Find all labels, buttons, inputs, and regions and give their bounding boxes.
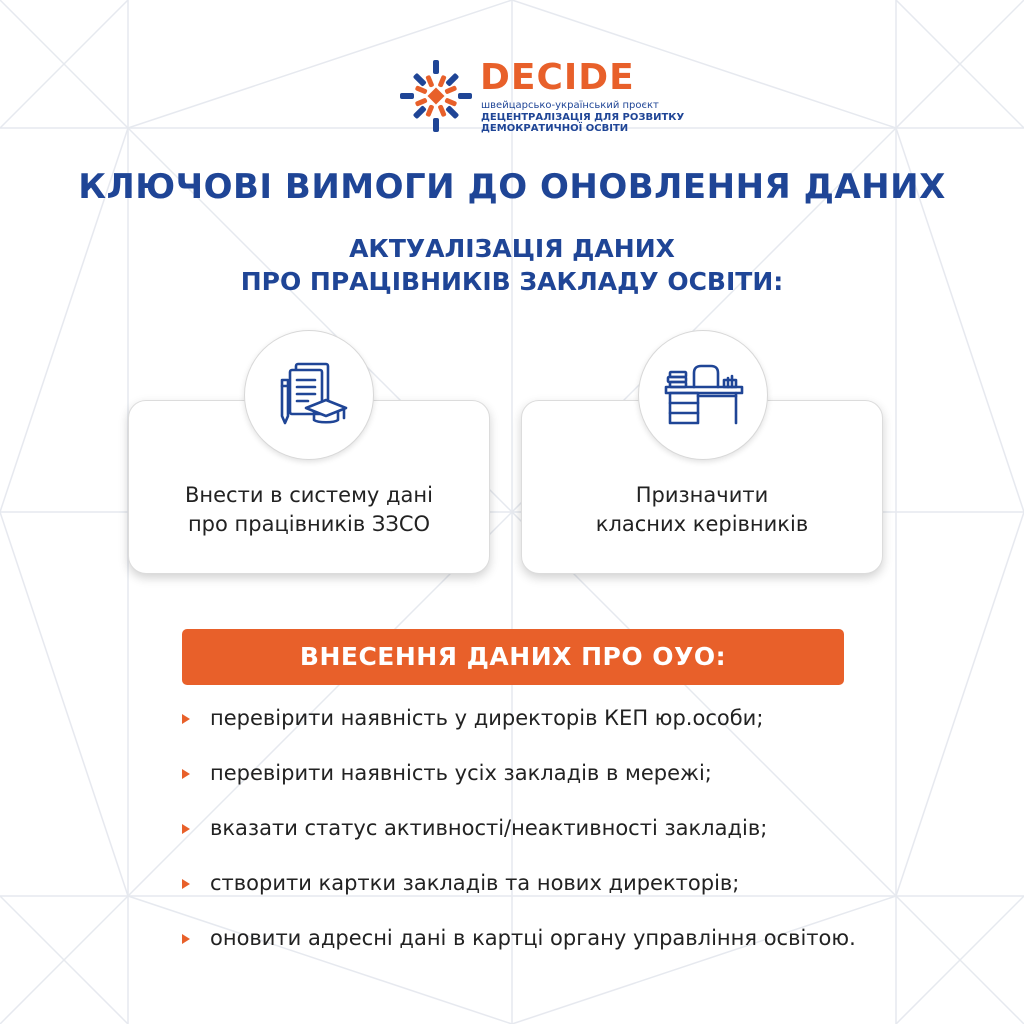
banner-label: ВНЕСЕННЯ ДАНИХ ПРО ОУО: [299, 642, 727, 671]
list-item [182, 923, 872, 953]
requirements-list [182, 703, 872, 978]
triangle-bullet-icon [182, 824, 190, 834]
list-item-text: вказати статус активності/неактивності закладів; [210, 816, 768, 840]
teacher-desk-icon [664, 356, 744, 436]
page-title: КЛЮЧОВІ ВИМОГИ ДО ОНОВЛЕННЯ ДАНИХ [78, 167, 946, 207]
logo-wordmark: DECIDE [480, 57, 635, 98]
list-item [182, 813, 872, 843]
documents-graduation-cap-icon [270, 356, 350, 436]
logo-project-name-line1: ДЕЦЕНТРАЛІЗАЦІЯ ДЛЯ РОЗВИТКУ [481, 112, 685, 123]
triangle-bullet-icon [182, 769, 190, 779]
list-item [182, 868, 872, 898]
snowflake-ornament-icon [398, 58, 474, 134]
decide-logo [398, 57, 685, 136]
subtitle-line-2: ПРО ПРАЦІВНИКІВ ЗАКЛАДУ ОСВІТИ: [240, 267, 784, 296]
card-text [129, 481, 489, 539]
list-item-text: оновити адресні дані в картці органу управління освітою. [210, 926, 856, 950]
card-text [522, 481, 882, 539]
list-item-text: перевірити наявність усіх закладів в мережі; [210, 761, 712, 785]
card-text-line-2: класних керівників [595, 512, 809, 536]
triangle-bullet-icon [182, 879, 190, 889]
triangle-bullet-icon [182, 714, 190, 724]
list-item [182, 758, 872, 788]
card-text-line-1: Внести в систему дані [184, 483, 433, 507]
logo-tagline: швейцарсько-український проєкт [481, 100, 659, 111]
triangle-bullet-icon [182, 934, 190, 944]
section-banner [182, 629, 844, 685]
subtitle-line-1: АКТУАЛІЗАЦІЯ ДАНИХ [349, 234, 675, 263]
list-item-text: створити картки закладів та нових директорів; [210, 871, 740, 895]
icon-badge-documents [244, 330, 374, 460]
card-text-line-1: Призначити [635, 483, 769, 507]
list-item [182, 703, 872, 733]
card-text-line-2: про працівників ЗЗСО [187, 512, 431, 536]
icon-badge-desk [638, 330, 768, 460]
section-subtitle [0, 232, 1024, 298]
logo-project-name-line2: ДЕМОКРАТИЧНОЇ ОСВІТИ [481, 123, 629, 134]
list-item-text: перевірити наявність у директорів КЕП юр.особи; [210, 706, 764, 730]
